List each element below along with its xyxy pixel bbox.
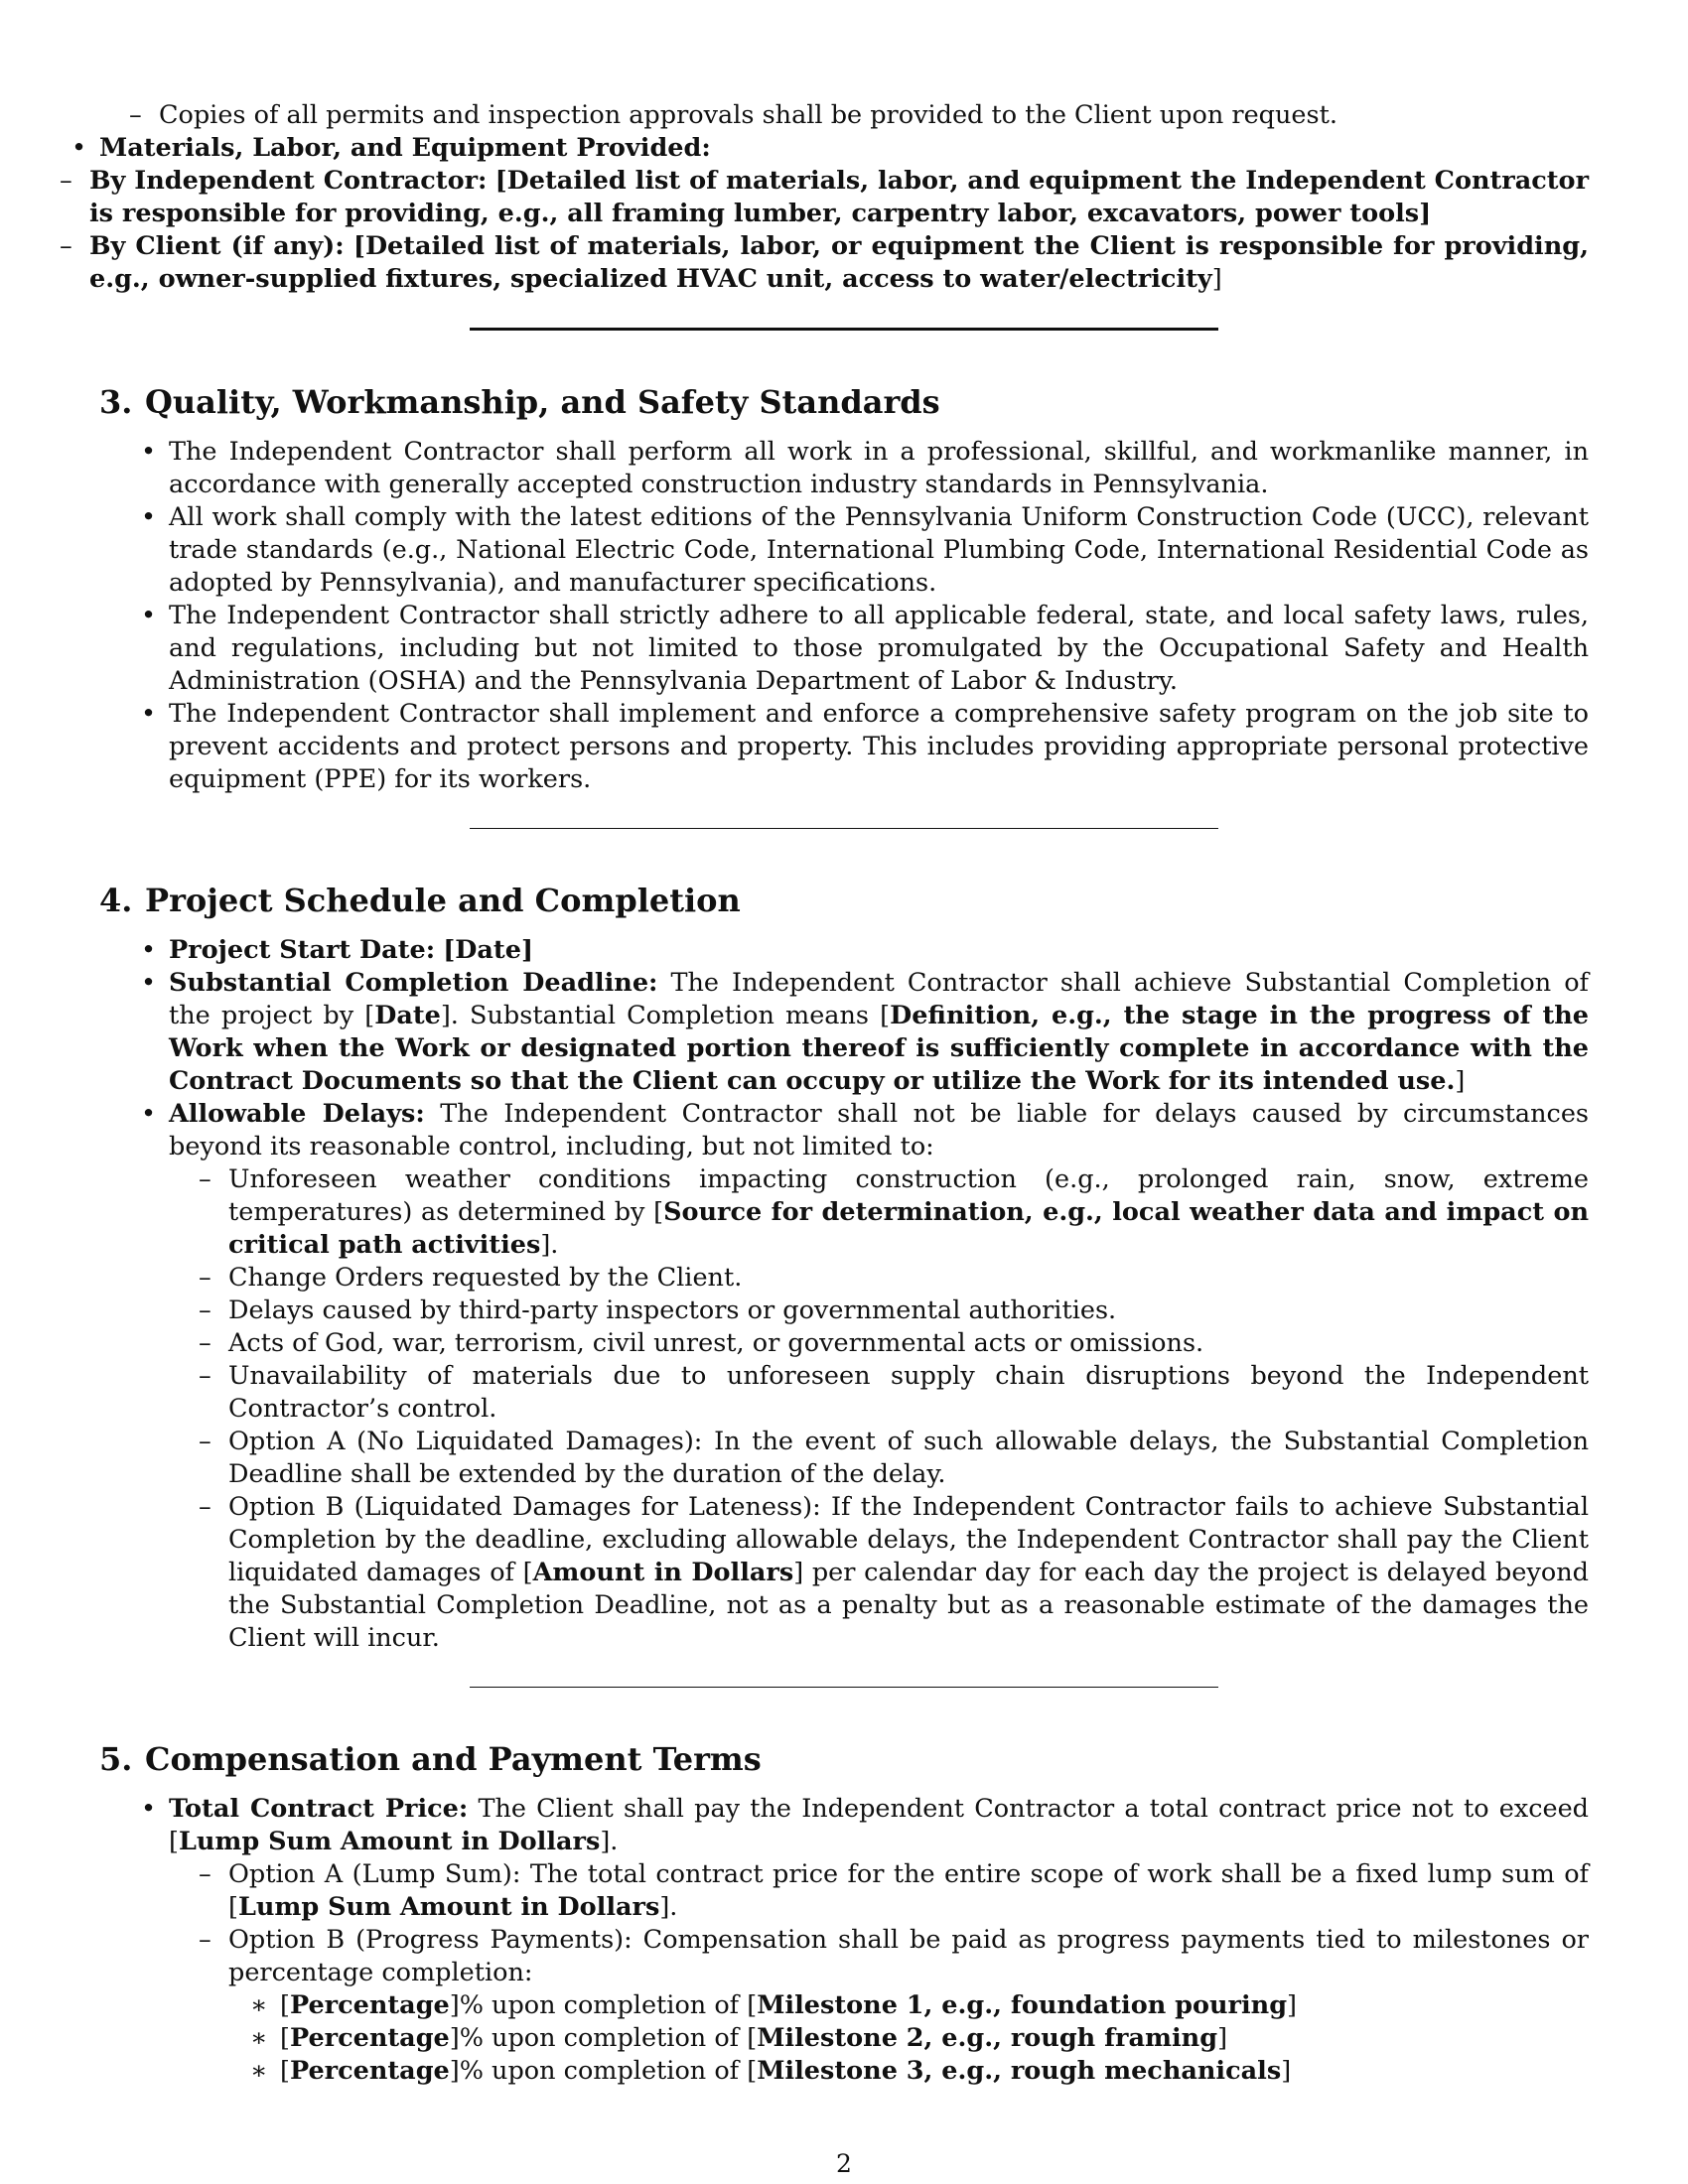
by-client-item: – By Client (if any): [Detailed list of materials, labor, or equipment the Client is responsible for providing, e.g., owner-supplied fixtures, specialized HVAC unit, access to water/electricity]: [30, 230, 1589, 296]
by-contractor-label: By Independent Contractor:: [89, 166, 488, 196]
page-content: [89, 99, 1590, 2088]
list-item: – Delays caused by third-party inspectors or governmental authorities.: [99, 1295, 1589, 1327]
milestone-item: ∗ [Percentage]% upon completion of [Milestone 3, e.g., rough mechanicals]: [99, 2055, 1589, 2088]
by-contractor-text: [Detailed list of materials, labor, and equipment the Independent Contractor is responsible for providing, e.g., all framing lumber, carpentry labor, excavators, power tools]: [89, 166, 1590, 228]
list-item: – Unforeseen weather conditions impacting construction (e.g., prolonged rain, snow, extreme temperatures) as determined by [Source for determination, e.g., local weather data and impact on critical path activities].: [99, 1163, 1589, 1262]
section-3-list: [99, 436, 1589, 796]
list-item: • The Independent Contractor shall perform all work in a professional, skillful, and workmanlike manner, in accordance with generally accepted construction industry standards in Pennsylvania.: [99, 436, 1589, 501]
list-item: – Option A (Lump Sum): The total contract price for the entire scope of work shall be a fixed lump sum of [Lump Sum Amount in Dollars].: [99, 1858, 1589, 1924]
substantial-completion-item: • Substantial Completion Deadline: The Independent Contractor shall achieve Substantial Completion of the project by [Date]. Substantial Completion means [Definition, e.g., the stage in the progress of the Work when the Work or designated portion thereof is sufficiently complete in accordance with the Contract Documents so that the Client can occupy or utilize the Work for its intended use.]: [99, 967, 1589, 1098]
permits-note: – Copies of all permits and inspection approvals shall be provided to the Client upon request.: [99, 99, 1589, 132]
section-4-heading: 4. Project Schedule and Completion: [99, 882, 741, 919]
by-client-text: [Detailed list of materials, labor, or equipment the Client is responsible for providing, e.g., owner-supplied fixtures, specialized HVAC unit, access to water/electricity: [89, 231, 1589, 294]
milestone-item: ∗ [Percentage]% upon completion of [Milestone 2, e.g., rough framing]: [99, 2022, 1589, 2055]
list-item: – Option B (Liquidated Damages for Lateness): If the Independent Contractor fails to achieve Substantial Completion by the deadline, excluding allowable delays, the Independent Contractor shall pay the Client liquidated damages of [Amount in Dollars] per calendar day for each day the project is delayed beyond the Substantial Completion Deadline, not as a penalty but as a reasonable estimate of the damages the Client will incur.: [99, 1491, 1589, 1655]
section-divider: [470, 328, 1218, 331]
section-divider: [470, 828, 1218, 829]
list-item: – Option B (Progress Payments): Compensation shall be paid as progress payments tied to milestones or percentage completion: ∗ [Percentage]% upon completion of [Milestone 1, e.g., foundation pouring] ∗ [Percentage]% upon completion of [Milestone 2, e.g., rough framing] ∗ [Percentage]% upon completion of [Milestone 3, e.g., rough mechanicals]: [99, 1924, 1589, 2088]
materials-heading: Materials, Labor, and Equipment Provided:: [99, 133, 711, 163]
list-item: – Change Orders requested by the Client.: [99, 1262, 1589, 1295]
milestone-item: ∗ [Percentage]% upon completion of [Milestone 1, e.g., foundation pouring]: [99, 1989, 1589, 2022]
list-item: – Acts of God, war, terrorism, civil unrest, or governmental acts or omissions.: [99, 1327, 1589, 1360]
list-item: – Unavailability of materials due to unforeseen supply chain disruptions beyond the Independent Contractor’s control.: [99, 1360, 1589, 1426]
by-client-label: By Client (if any):: [89, 231, 345, 261]
list-item: – Option A (No Liquidated Damages): In the event of such allowable delays, the Substantial Completion Deadline shall be extended by the duration of the delay.: [99, 1426, 1589, 1491]
materials-item: [30, 132, 1589, 296]
start-date-item: • Project Start Date: [Date]: [99, 934, 1589, 967]
section-5-list: [99, 1793, 1589, 2088]
by-contractor-item: [30, 165, 1589, 230]
total-contract-price-item: • Total Contract Price: The Client shall pay the Independent Contractor a total contract price not to exceed [Lump Sum Amount in Dollars]. – Option A (Lump Sum): The total contract price for the entire scope of work shall be a fixed lump sum of [Lump Sum Amount in Dollars]. – Option B (Progress Payments): Compensation shall be paid as progress payments tied to milestones or percentage completion: ∗ [Percentage]% upon completion of [Milestone 1, e.g., foundation pouring] ∗ [Percentage]% upon completion of [Milestone 2, e.g., rough framing] ∗ [Percentage]% upon completion of [Milestone 3, e.g., rough mechanicals]: [99, 1793, 1589, 2088]
section-5-heading: 5. Compensation and Payment Terms: [99, 1740, 762, 1778]
page-number: 2: [836, 2149, 852, 2178]
list-item: • All work shall comply with the latest editions of the Pennsylvania Uniform Construction Code (UCC), relevant trade standards (e.g., National Electric Code, International Plumbing Code, International Residential Code as adopted by Pennsylvania), and manufacturer specifications.: [99, 501, 1589, 600]
section-divider: [470, 1687, 1218, 1688]
section-3-heading: 3. Quality, Workmanship, and Safety Standards: [99, 383, 940, 421]
section-4-list: [99, 934, 1589, 1655]
list-item: • The Independent Contractor shall implement and enforce a comprehensive safety program on the job site to prevent accidents and protect persons and property. This includes providing appropriate personal protective equipment (PPE) for its workers.: [99, 698, 1589, 796]
list-item: • The Independent Contractor shall strictly adhere to all applicable federal, state, and local safety laws, rules, and regulations, including but not limited to those promulgated by the Occupational Safety and Health Administration (OSHA) and the Pennsylvania Department of Labor & Industry.: [99, 600, 1589, 698]
section-2-continuation: [89, 99, 1590, 296]
allowable-delays-item: • Allowable Delays: The Independent Contractor shall not be liable for delays caused by circumstances beyond its reasonable control, including, but not limited to: – Unforeseen weather conditions impacting construction (e.g., prolonged rain, snow, extreme temperatures) as determined by [Source for determination, e.g., local weather data and impact on critical path activities]. – Change Orders requested by the Client. – Delays caused by third-party inspectors or governmental authorities. – Acts of God, war, terrorism, civil unrest, or governmental acts or omissions. – Unavailability of materials due to unforeseen supply chain disruptions beyond the Independent Contractor’s control. – Option A (No Liquidated Damages): In the event of such allowable delays, the Substantial Completion Deadline shall be extended by the duration of the delay. – Option B (Liquidated Damages for Lateness): If the Independent Contractor fails to achieve Substantial Completion by the deadline, excluding allowable delays, the Independent Contractor shall pay the Client liquidated damages of [Amount in Dollars] per calendar day for each day the project is delayed beyond the Substantial Completion Deadline, not as a penalty but as a reasonable estimate of the damages the Client will incur.: [99, 1098, 1589, 1655]
